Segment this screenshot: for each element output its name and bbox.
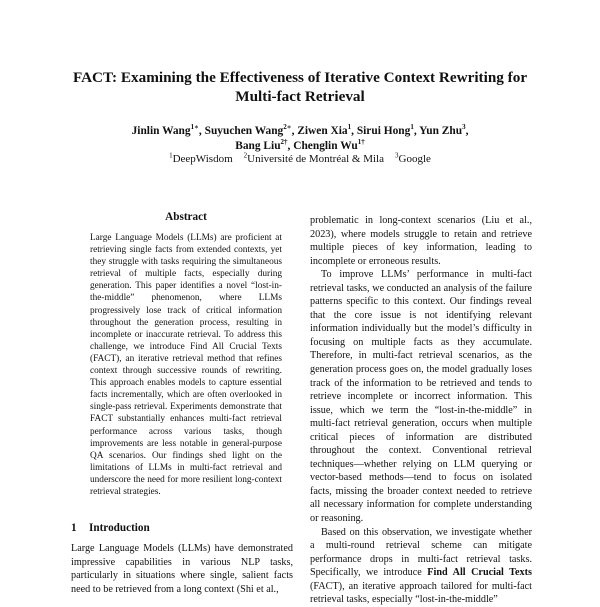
author-name: Chenglin Wu [293,140,358,152]
author-name: Sirui Hong [356,125,411,137]
author-name: Yun Zhu [419,125,463,137]
section-title: Introduction [89,522,150,534]
author-name: Suyuchen Wang [204,125,284,137]
author-sup: 1 [347,123,352,132]
right-paragraph-1: problematic in long-context scenarios (Liu et al., 2023), where models struggle to retain and retrieve multiple pieces of key information, leading to incomplete or erroneous results. [310,215,532,267]
author-list [60,124,540,154]
author-sup: 1∗ [190,123,199,132]
affil-name: Google [398,153,431,165]
author-name: Ziwen Xia [297,125,348,137]
right-paragraph-3 [310,526,532,607]
abstract-section [90,210,282,498]
right-column [310,214,532,607]
affiliations [60,152,540,166]
para3-bold: Find All Crucial Texts [427,567,533,579]
affil-sup: 3 [395,151,399,160]
author-line-2: Bang Liu$^{2\dagger}$, Chenglin $Wu^{1\dagger}$ [235,138,365,152]
abstract-text: Large Language Models (LLMs) are proficient at retrieving single facts from extended contexts, yet they struggle with tasks requiring the simultaneous retrieval of multiple facts, especially during generation. This paper identifies a novel “lost-in-the-middle” phenomenon, where LLMs progressively lose track of critical information throughout the generation process, resulting in incomplete or inaccurate retrieval. To address this challenge, we introduce Find All Crucial Texts (FACT), an iterative retrieval method that refines context through successive rounds of rewriting. This approach enables models to capture essential facts incrementally, which are often overlooked in single-pass retrieval. Experiments demonstrate that FACT substantially enhances multi-fact retrieval performance across various tasks, though improvements are less notable in general-purpose QA scenarios. Our findings shed light on the limitations of LLMs in multi-fact retrieval and underscore the need for more resilient long-context retrieval strategies. [90,233,282,497]
author-name: Jinlin Wang [131,125,191,137]
author-name: Bang Liu [235,140,281,152]
affil-sup: 2 [243,151,248,160]
abstract-heading: Abstract [165,211,207,223]
section-number: 1 [71,522,77,534]
author-line-1: Jinlin Wang$^{1∗}$, Suyuchen Wang$^{2∗}$, Ziwen Xia$^1$, Sirui Hong$^1$, Yun Zhu$^3$, [131,123,469,137]
para3-end: (FACT), an iterative approach tailored for multi-fact retrieval tasks, especially “lost-in-the-middle” [310,580,532,606]
paper-title: FACT: Examining the Effectiveness of Iterative Context Rewriting for Multi-fact Retrieval [72,69,528,105]
introduction-heading [71,521,291,535]
author-sup: 2∗ [283,123,292,132]
para3-start: Based on this observation, we investigate whether a multi-round retrieval scheme can mitigate performance drops in multi-fact retrieval tasks. Specifically, we introduce [310,526,532,579]
author-sup: 3 [462,123,466,132]
affil-sup: 1 [169,151,173,160]
author-sup: 1 [410,123,414,132]
introduction-text: Large Language Models (LLMs) have demonstrated impressive capabilities in various NLP tasks, particularly in situations where single, salient facts need to be retrieved from a long context (Shi et al., [71,543,293,595]
author-sup: 1† [357,138,365,147]
affil-name: Université de Montréal & Mila [247,153,384,165]
author-sup: 2† [280,138,288,147]
affil-name: DeepWisdom [172,153,233,165]
right-paragraph-2: To improve LLMs’ performance in multi-fact retrieval tasks, we conducted an analysis of the failure patterns specific to this context. Our findings reveal that the core issue is not identifying relevant information individually but the model’s difficulty in focusing on multiple facts as they accumulate. Therefore, in multi-fact retrieval scenarios, as the generation process goes on, the model gradually loses track of the information to be retrieved and tends to retrieve incomplete or incorrect information. This issue, which we term the “lost-in-the-middle” in multi-fact retrieval generation, occurs when multiple critical pieces of information are distributed throughout the context. Conventional retrieval techniques—whether relying on LLM querying or vector-based methods—tend to focus on isolated facts, missing the broader context needed to retrieve all necessary information for complete understanding or reasoning. [310,269,532,525]
